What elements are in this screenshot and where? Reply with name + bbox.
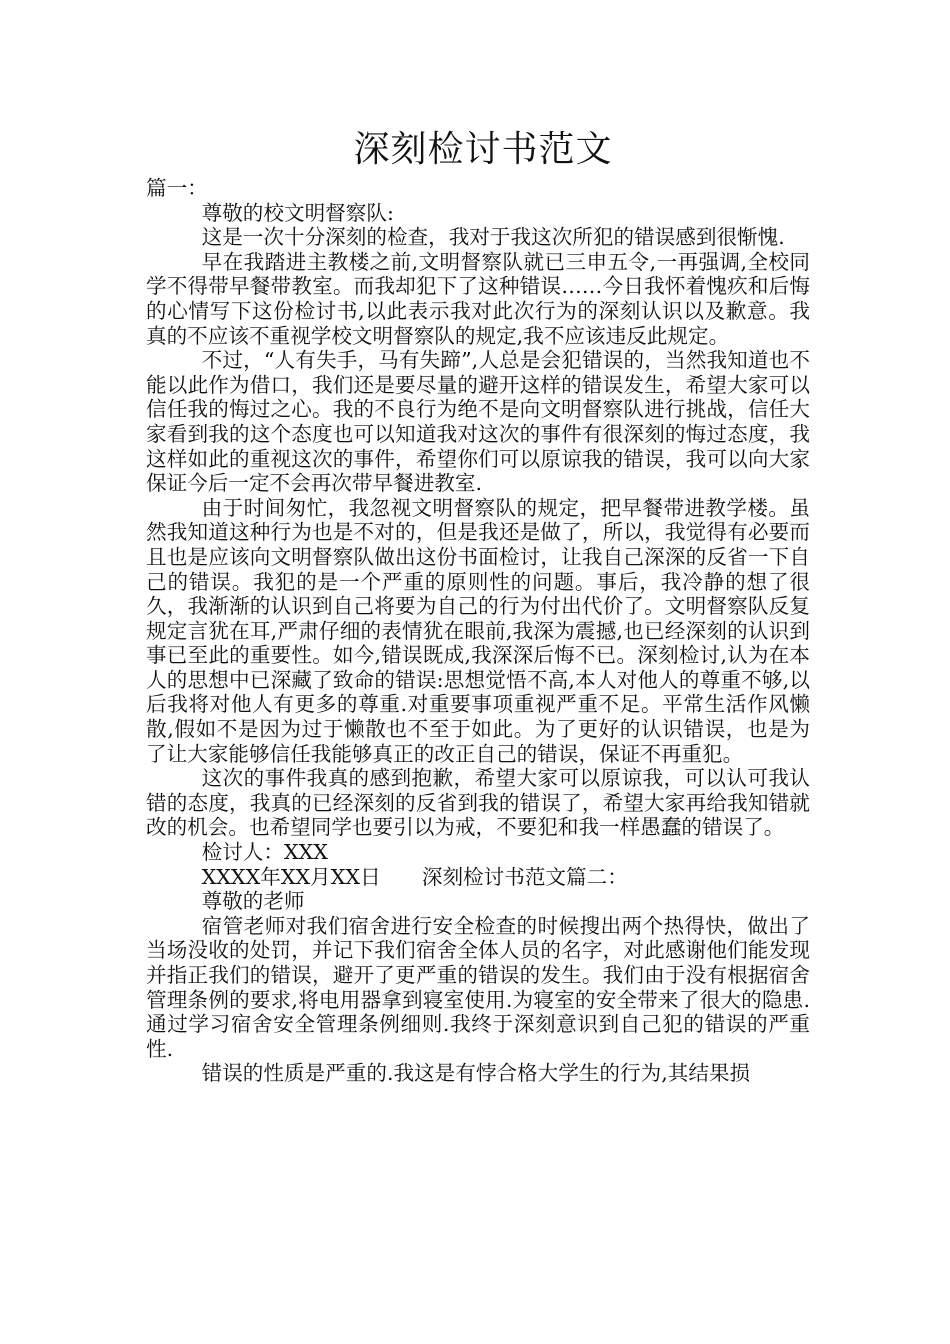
paragraph: 宿管老师对我们宿舍进行安全检查的时候搜出两个热得快，做出了当场没收的处罚，并记下我们宿舍全体人员的名字，对此感谢他们能发现并指正我们的错误，避开了更严重的错误的发生。我们由于没有根据宿舍管理条例的要求,将电用器拿到寝室使用.为寝室的安全带来了很大的隐患.通过学习宿舍安全管理条例细则.我终于深刻意识到自己犯的错误的严重性. xyxy=(146,913,810,1061)
signer-line: 检讨人：XXX xyxy=(201,840,328,865)
document-title: 深刻检讨书范文 xyxy=(353,129,613,170)
section-heading-1: 篇一： xyxy=(146,176,208,200)
salutation-2: 尊敬的老师 xyxy=(201,889,305,914)
paragraph: 这次的事件我真的感到抱歉，希望大家可以原谅我，可以认可我认错的态度，我真的已经深刻的反省到我的错误了，希望大家再给我知错就改的机会。也希望同学也要引以为戒，不要犯和我一样愚蠢的错误了。 xyxy=(146,766,810,840)
paragraph: 错误的性质是严重的.我这是有悖合格大学生的行为,其结果损 xyxy=(201,1061,751,1086)
salutation-1: 尊敬的校文明督察队: xyxy=(201,200,394,225)
paragraph: 早在我踏进主教楼之前,文明督察队就已三申五令,一再强调,全校同学不得带早餐带教室。而我却犯下了这种错误……今日我怀着愧疚和后悔的心情写下这份检讨书,以此表示我对此次行为的深刻认识以及歉意。我真的不应该不重视学校文明督察队的规定,我不应该违反此规定。 xyxy=(146,249,810,348)
paragraph: 由于时间匆忙，我忽视文明督察队的规定，把早餐带进教学楼。虽然我知道这种行为也是不对的，但是我还是做了，所以，我觉得有必要而且也是应该向文明督察队做出这份书面检讨，让我自己深深的反省一下自己的错误。我犯的是一个严重的原则性的问题。事后，我冷静的想了很久，我渐渐的认识到自己将要为自己的行为付出代价了。文明督察队反复规定言犹在耳,严肃仔细的表情犹在眼前,我深为震撼,也已经深刻的认识到事已至此的重要性。如今,错误既成,我深深后悔不已。深刻检讨,认为在本人的思想中已深藏了致命的错误:思想觉悟不高,本人对他人的尊重不够,以后我将对他人有更多的尊重.对重要事项重视严重不足。平常生活作风懒散,假如不是因为过于懒散也不至于如此。为了更好的认识错误，也是为了让大家能够信任我能够真正的改正自己的错误，保证不再重犯。 xyxy=(146,495,810,766)
paragraph: 这是一次十分深刻的检查，我对于我这次所犯的错误感到很惭愧. xyxy=(201,225,785,250)
paragraph: 不过，“人有失手，马有失蹄”,人总是会犯错误的，当然我知道也不能以此作为借口，我们还是要尽量的避开这样的错误发生，希望大家可以信任我的悔过之心。我的不良行为绝不是向文明督察队进行挑战，信任大家看到我的这个态度也可以知道我对这次的事件有很深刻的悔过态度，我这样如此的重视这次的事件，希望你们可以原谅我的错误，我可以向大家保证今后一定不会再次带早餐进教室. xyxy=(146,348,810,496)
date-line: XXXX年XX月XX日 深刻检讨书范文篇二： xyxy=(201,864,628,889)
